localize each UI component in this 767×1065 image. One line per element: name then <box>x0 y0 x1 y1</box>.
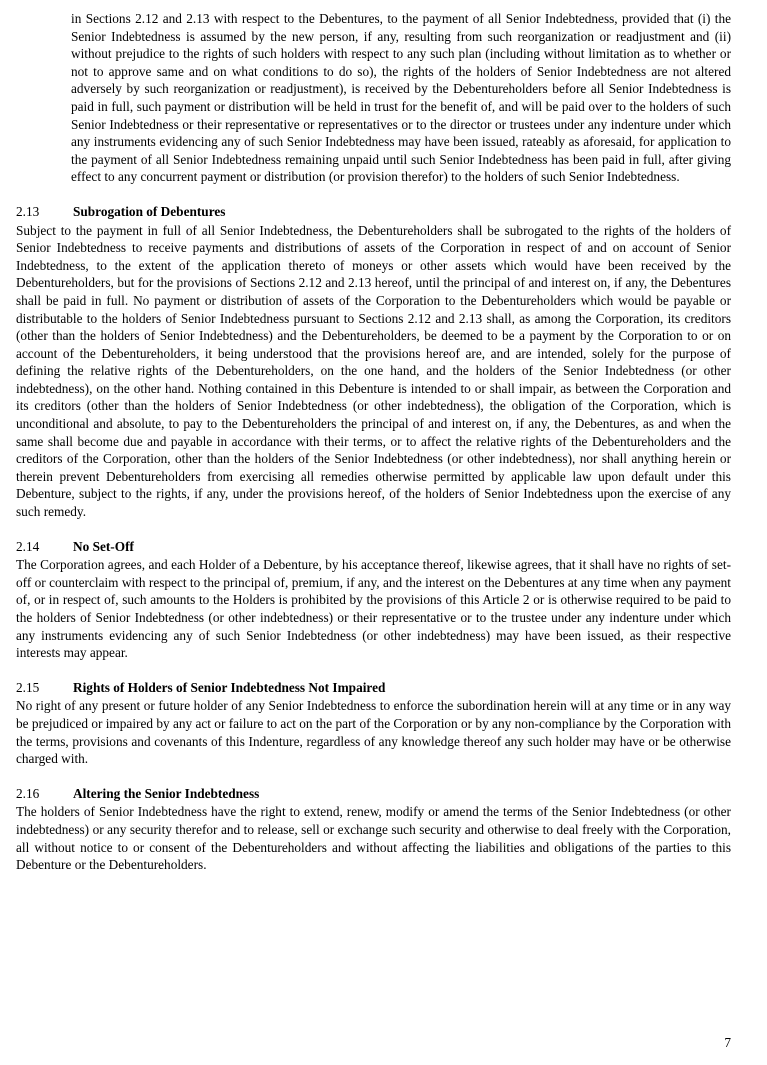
section-2-14 <box>16 538 731 662</box>
section-body: The holders of Senior Indebtedness have the right to extend, renew, modify or amend the terms of the Senior Indebtedness (or other indebtedness) or any security therefor and to release, sell or exchange such security and otherwise to deal freely with the Corporation, all without notice to or consent of the Debentureholders and without affecting the liabilities and obligations of the parties to this Debenture or the Debentureholders. <box>16 804 731 873</box>
section-title: Subrogation of Debentures <box>73 203 226 219</box>
page-number: 7 <box>724 1035 731 1050</box>
section-body: The Corporation agrees, and each Holder of a Debenture, by his acceptance thereof, likewise agrees, that it shall have no rights of set-off or counterclaim with respect to the principal of, premium, if any, and the interest on the Debentures at any time when any payment of, or in respect of, such amounts to the Holders is prohibited by the provisions of this Article 2 or is otherwise required to be paid to the holders of Senior Indebtedness (or other indebtedness) or their representative or to the trustee under any indenture under which any instruments evidencing any of such Senior Indebtedness (or other indebtedness) may have been issued, as their respective interests may appear. <box>16 557 731 661</box>
section-title: No Set-Off <box>73 538 134 554</box>
section-title: Altering the Senior Indebtedness <box>73 785 260 801</box>
section-number: 2.14 <box>16 538 40 554</box>
section-2-13 <box>16 203 731 521</box>
section-body: No right of any present or future holder of any Senior Indebtedness to enforce the subordination herein will at any time or in any way be prejudiced or impaired by any act or failure to act on the part of the Corporation or by any non-compliance by the Corporation with the terms, provisions and covenants of this Indenture, regardless of any knowledge thereof any such holder may have or be otherwise charged with. <box>16 698 731 767</box>
section-number: 2.16 <box>16 785 40 801</box>
section-number: 2.13 <box>16 203 40 219</box>
section-body: Subject to the payment in full of all Senior Indebtedness, the Debentureholders shall be subrogated to the rights of the holders of Senior Indebtedness to receive payments and distributions of assets of the Corporation in respect of and on account of Senior Indebtedness, to the extent of the application thereto of moneys or other assets which would have been received by the Debentureholders, but for the provisions of Sections 2.12 and 2.13 hereof, until the principal of and interest on, if any, the Debentures shall be paid in full. No payment or distribution of assets of the Corporation to the Debentureholders which would be payable or distributable to the holders of Senior Indebtedness pursuant to Sections 2.12 and 2.13 shall, as among the Corporation, its creditors (other than the holders of Senior Indebtedness) and the Debentureholders, be deemed to be a payment by the Corporation to or on account of the Debentureholders, it being understood that the provisions hereof are, and are intended, solely for the purpose of defining the relative rights of the Debentureholders, on the one hand, and the holders of the Senior Indebtedness (or other indebtedness), on the other hand. Nothing contained in this Debenture is intended to or shall impair, as between the Corporation and its creditors (other than the holders of Senior Indebtedness (or other indebtedness), the obligation of the Corporation, which is unconditional and absolute, to pay to the Debentureholders the principal of and interest on, if any, the Debentures, as and when the same shall become due and payable in accordance with their terms, or to affect the relative rights of the Debentureholders and the creditors of the Corporation, other than the holders of the Senior Indebtedness (or other indebtedness), nor shall anything herein or therein prevent Debentureholders from exercising all remedies otherwise permitted by applicable law upon default under this Debenture, subject to the rights, if any, under the provisions hereof, of the holders of Senior Indebtedness upon the exercise of any such remedy. <box>16 222 731 520</box>
section-2-16 <box>16 785 731 874</box>
section-number: 2.15 <box>16 679 40 695</box>
section-heading <box>16 203 731 221</box>
section-2-15 <box>16 679 731 768</box>
section-heading <box>16 679 731 697</box>
continued-paragraph: in Sections 2.12 and 2.13 with respect to the Debentures, to the payment of all Senior Indebtedness, provided that (i) the Senior Indebtedness is assumed by the new person, if any, resulting from such reorganization or readjustment and (ii) without prejudice to the rights of such holders with respect to any such plan (including without limitation as to whether or not to approve same and on what conditions to do so), the rights of the holders of Senior Indebtedness are not altered adversely by such reorganization or readjustment), is received by the Debentureholders before all Senior Indebtedness is paid in full, such payment or distribution will be held in trust for the benefit of, and will be paid over to the holders of such Senior Indebtedness or their representative or representatives or to the director or trustees under any indenture under which any instruments evidencing any of such Senior Indebtedness may have been issued, rateably as aforesaid, for application to the payment of all Senior Indebtedness remaining unpaid until such Senior Indebtedness has been paid in full, after giving effect to any concurrent payment or distribution (or provision therefor) to the holders of such Senior Indebtedness. <box>71 11 731 185</box>
section-heading <box>16 785 731 803</box>
section-heading <box>16 538 731 556</box>
section-title: Rights of Holders of Senior Indebtedness Not Impaired <box>73 679 386 695</box>
